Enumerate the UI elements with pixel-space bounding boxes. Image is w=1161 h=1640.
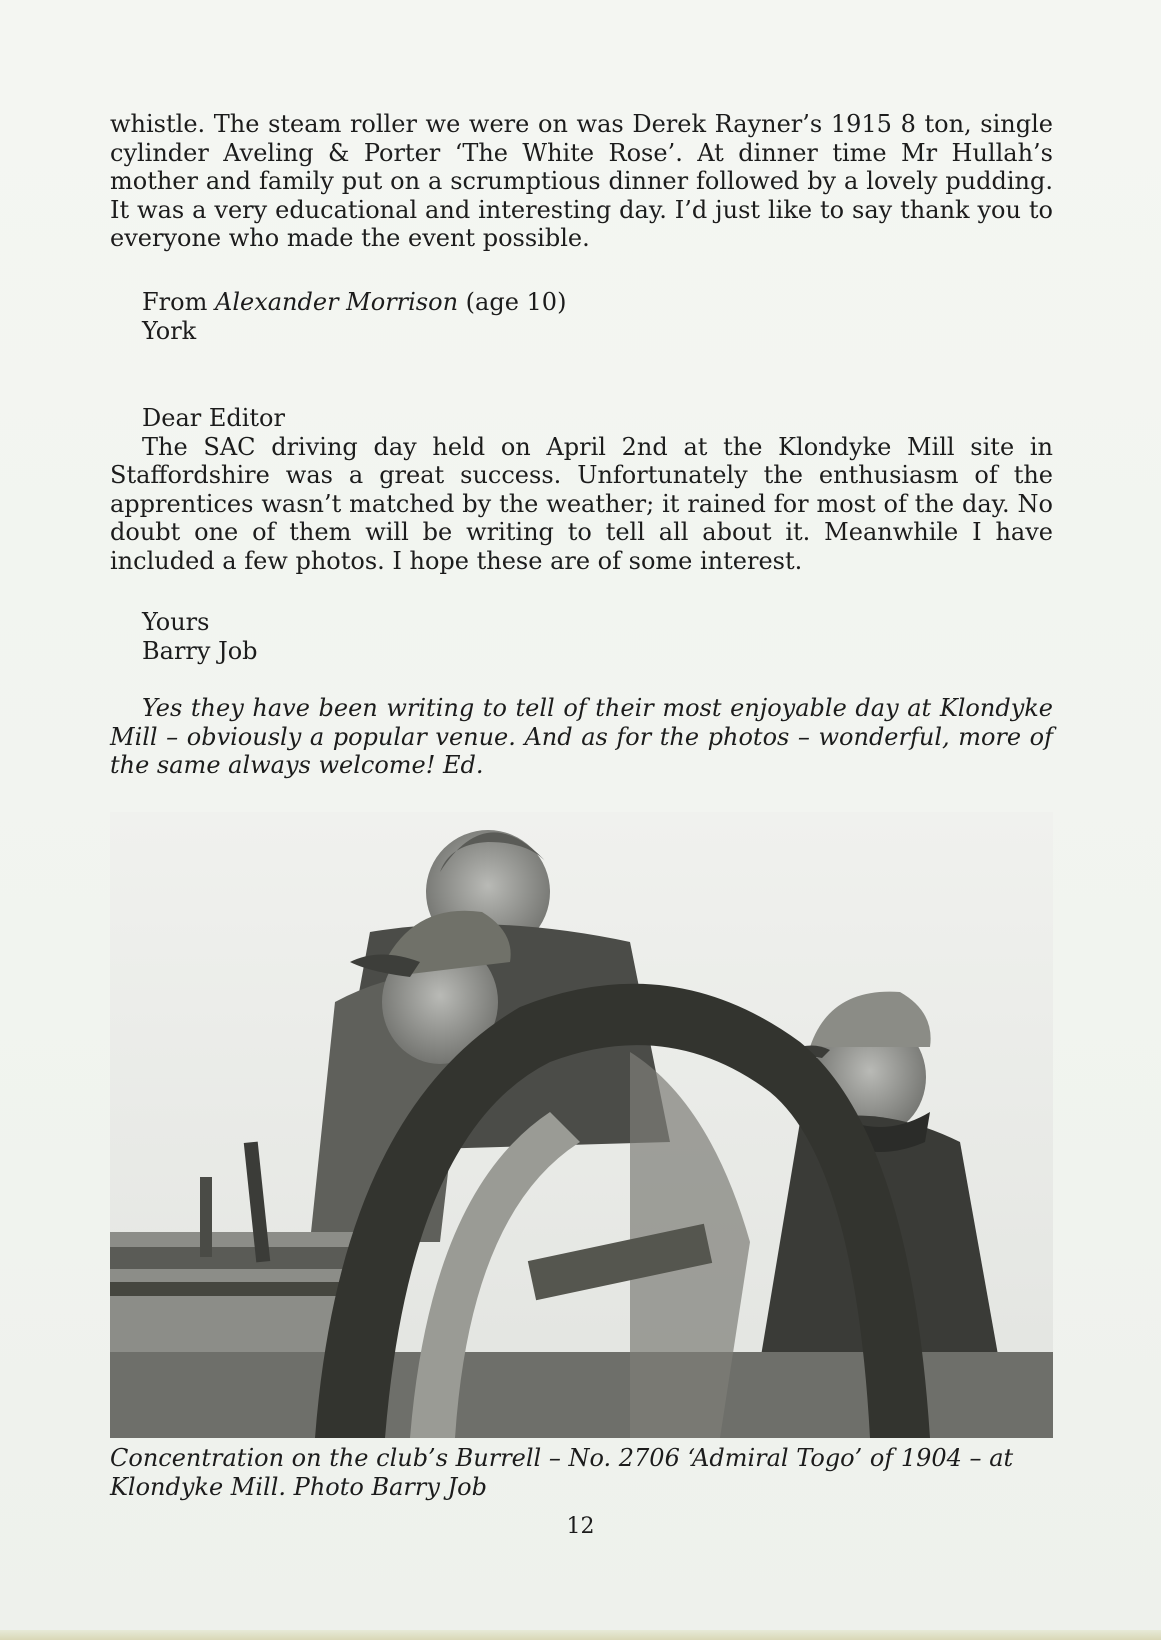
editor-note-text [110,694,1053,780]
editor-note-body: Yes they have been writing to tell of their most enjoyable day at Klondyke Mill – obviously a popular venue. And as for the photos – wonderful, more of the same always welcome! Ed. [110,694,1053,779]
page-bottom-edge [0,1630,1161,1640]
letter2 [110,404,1053,575]
letter1-body [110,110,1053,253]
letter1-author: Alexander Morrison [214,288,459,316]
photo-illustration [110,812,1053,1438]
letter1-body-text: whistle. The steam roller we were on was Derek Rayner’s 1915 8 ton, single cylinder Aveling & Porter ‘The White Rose’. At dinner time Mr Hullah’s mother and family put on a scrumptious dinner followed by a lovely pudding. It was a very educational and interesting day. I’d just like to say thank you to everyone who made the event possible. [110,110,1053,252]
letter2-signoff [110,608,1085,665]
letter1-town: York [142,316,197,345]
photo-burrell-engine [110,812,1053,1438]
photo-caption: Concentration on the club’s Burrell – No. 2706 ‘Admiral Togo’ of 1904 – at Klondyke Mill. Photo Barry Job [110,1444,1014,1501]
from-prefix: From [142,288,208,316]
letter2-signature: Barry Job [142,636,258,665]
letter1-age: (age 10) [465,288,567,316]
letter2-salutation: Dear Editor [142,404,285,432]
page-number: 12 [566,1514,595,1539]
letter2-body-text: The SAC driving day held on April 2nd at the Klondyke Mill site in Staffordshire was a great success. Unfortunately the enthusiasm of the apprentices wasn’t matched by the weather; it rained for most of the day. No doubt one of them will be writing to tell all about it. Meanwhile I have included a few photos. I hope these are of some interest. [110,432,1053,575]
letter2-closing: Yours [142,608,210,636]
editor-note [110,694,1053,780]
letter1-from-line [142,288,1085,317]
letter1-signoff [110,288,1085,345]
letter2-body [110,433,1053,576]
